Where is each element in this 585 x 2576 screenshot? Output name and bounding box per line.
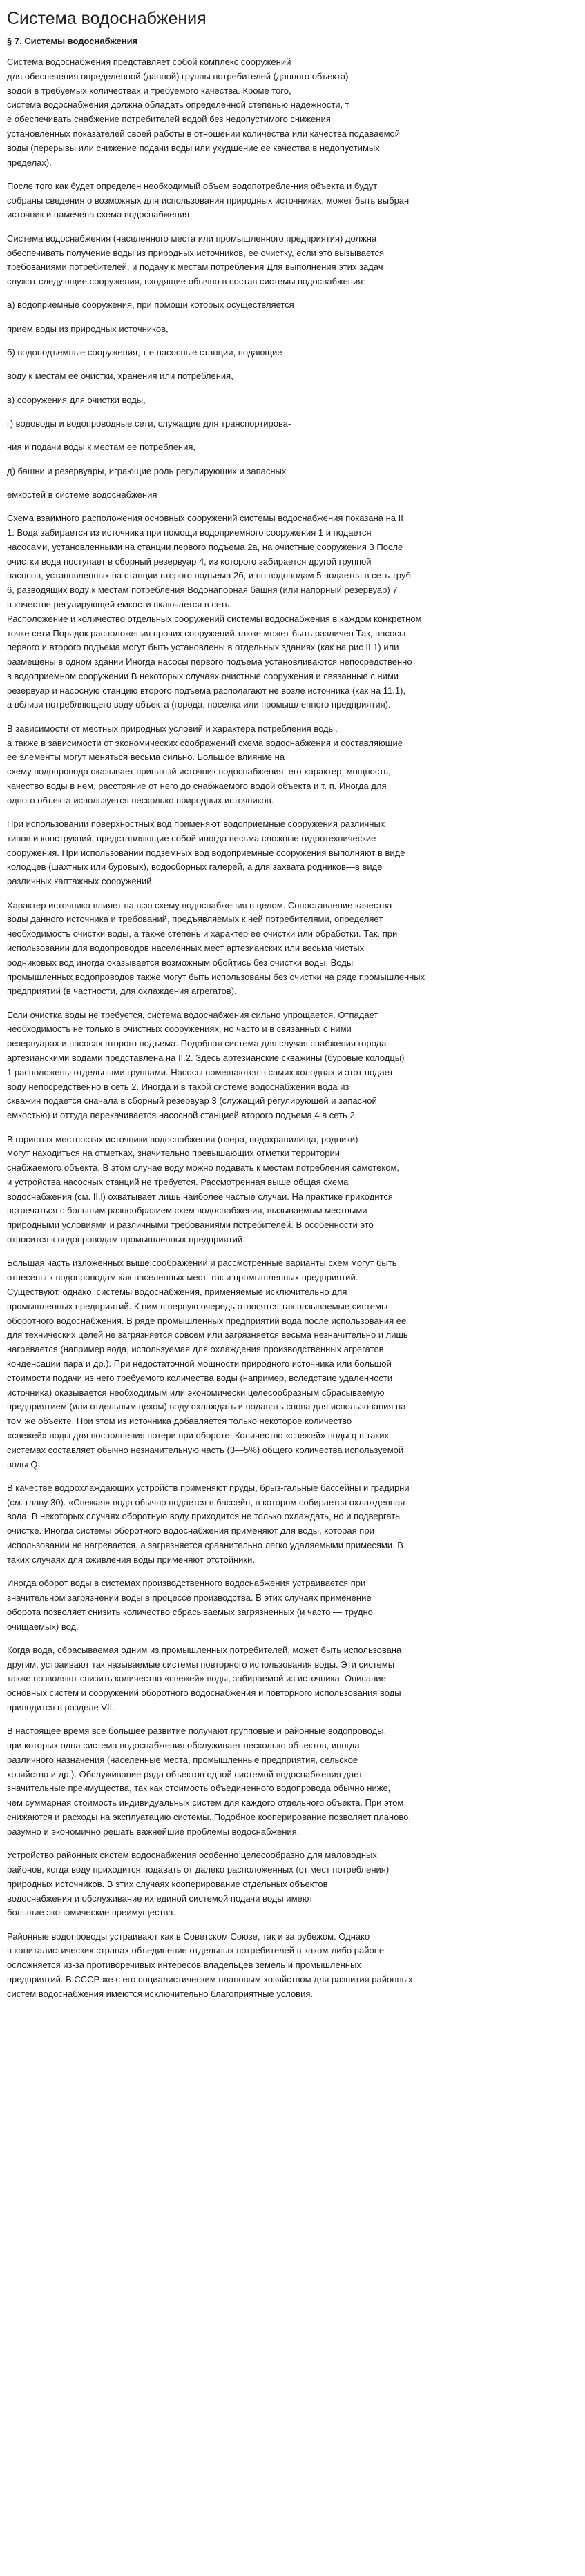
paragraph: Большая часть изложенных выше соображений и рассмотренные варианты схем могут быть отнесены к водопроводам как населенных мест, так и промышленных предприятий. Существуют, однако, системы водоснабжения, применяемые исключительно для промышленных предприятий. К ним в первую очередь относятся так называемые системы оборотного водоснабжения. В ряде промышленных предприятий вода после использования ее для технических целей не загрязняется совсем или загрязняется весьма незначительно и лишь нагревается (например вода, используемая для охлаждения производственных агрегатов, конденсации пара и др.). При недостаточной мощности природного источника или большой стоимости подачи из него требуемого количества воды (например, вследствие удаленности источника) оказывается необходимым или экономически целесообразным сбрасываемую предприятием (или отдельным цехом) воду охлаждать и подавать снова для использования на том же объекте. При этом из источника добавляется только некоторое количество «свежей» воды для восполнения потери при обороте. Количество «свежей» воды q в таких системах составляет обычно незначительную часть (3—5%) общего количества используемой воды Q. — [7, 1258, 408, 1470]
paragraph: В гористых местностях источники водоснабжения (озера, водохранилища, родники) могут находиться на отметках, значительно превышающих отметки территории снабжаемого объекта. В этом случае воду можно подавать к местам потребления самотеком, и устройства насосных станций не требуется. Рассмотренная выше общая схема водоснабжения (см. II.l) охватывает лишь наиболее частые случаи. На практике приходится встречаться с большим разнообразием схем водоснабжения, вызываемым местными природными условиями и различными требованиями потребителей. В особенности это относится к водопроводам промышленных предприятий. — [7, 1133, 399, 1245]
article-body — [7, 55, 575, 2002]
paragraph: В качестве водоохлаждающих устройств применяют пруды, брыз-гальные бассейны и градирни (см. главу 30). «Свежая» вода обычно подается в бассейн, в котором собирается охлажденная вода. В некоторых случаях оборотную воду приходится не только охлаждать, но и подвергать очистке. Иногда системы оборотного водоснабжения применяют для воды, которая при использовании не нагревается, а загрязняется сравнительно легко удаляемыми примесями. В таких случаях для оживления воды применяют отстойники. — [7, 1482, 410, 1565]
paragraph: После того как будет определен необходимый объем водопотребле-ния объекта и будут собраны сведения о возможных для использования природных источниках, может быть выбран источник и намечена схема водоснабжения — [7, 180, 410, 220]
paragraph: В зависимости от местных природных условий и характера потребления воды, а также в зависимости от экономических соображений схема водоснабжения и составляющие ее элементы могут меняться весьма сильно. Большое влияние на схему водопровода оказывает принятый источник водоснабжения: его характер, мощность, качество воды в нем, расстояние от него до снабжаемого водой объекта и т. п. Иногда для одного объекта используется несколько природных источников. — [7, 723, 403, 806]
paragraph: При использовании поверхностных вод применяют водоприемные сооружения различных типов и конструкций, представляющие собой иногда весьма сложные гидротехнические сооружения. При использовании подземных вод водоприемные сооружения выполняют в виде колодцев (шахтных или буровых), водосборных галерей, а для захвата родников—в виде различных каптажных сооружений. — [7, 819, 405, 887]
list-item: д) башни и резервуары, играющие роль регулирующих и запасных — [7, 465, 287, 476]
paragraph: Система водоснабжения представляет собой комплекс сооружений для обеспечения определенной (данной) группы потребителей (данного объекта) водой в требуемых количествах и требуемого качества. Кроме того, система водоснабжения должна обладать определенной степенью надежности, т е обеспечивать снабжение потребителей водой без недопустимого снижения установленных показателей своей работы в отношении количества или качества подаваемой воды (перерывы или снижение подачи воды или ухудшение ее качества в недопустимых пределах). — [7, 57, 401, 168]
paragraph: Если очистка воды не требуется, система водоснабжения сильно упрощается. Отпадает необходимость не только в очистных сооружениях, но часто и в связанных с ними резервуарах и насосах второго подъема. Подобная система для случая снабжения города артезианскими водами представлена на II.2. Здесь артезианские скважины (буровые колодцы) 1 расположены отдельными группами. Насосы помещаются в самих колодцах и этот подает воду непосредственно в сеть 2. Иногда и в такой системе водоснабжения вода из скважин подается сначала в сборный резервуар 3 (служащий регулирующей и запасной емкостью) и оттуда перекачивается насосной станцией второго подъема 4 в сеть 2. — [7, 1009, 405, 1121]
list-item: б) водоподъемные сооружения, т е насосные станции, подающие — [7, 347, 282, 358]
list-item: г) водоводы и водопроводные сети, служащие для транспортирова- — [7, 418, 291, 429]
paragraph: Когда вода, сбрасываемая одним из промышленных потребителей, может быть использована другим, устраивают так называемые системы повторного использования воды. Эти системы также позволяют снизить количество «свежей» воды, забираемой из источника. Описание основных систем и сооружений оборотного водоснабжения и повторного использования воды приводится в разделе VII. — [7, 1644, 402, 1713]
list-item-continuation: прием воды из природных источников, — [7, 323, 169, 334]
paragraph: Устройство районных систем водоснабжения особенно целесообразно для маловодных районов, когда воду приходится подавать от далеко расположенных (от мест потребления) природных источников. В этих случаях кооперирование отдельных объектов водоснабжения и обслуживание их единой системой подачи воды имеют большие экономические преимущества. — [7, 1850, 390, 1918]
list-item-continuation: воду к местам ее очистки, хранения или потребления, — [7, 371, 233, 382]
list-item-continuation: ния и подачи воды к местам ее потребления, — [7, 442, 196, 453]
paragraph: Система водоснабжения (населенного места или промышленного предприятия) должна обеспечивать получение воды из природных источников, ее очистку, если это вызывается требованиями потребителей, и подачу к местам потребления Для выполнения этих задач служат следующие сооружения, входящие обычно в состав системы водоснабжения: — [7, 233, 385, 287]
paragraph: Характер источника влияет на всю схему водоснабжения в целом. Сопоставление качества воды данного источника и требований, предъявляемых к ней потребителями, определяет необходимость очистки воды, а также степень и характер ее очистки или обработки. Так. при использовании для водопроводов населенных мест артезианских или весьма чистых родниковых вод иногда оказывается возможным обойтись без очистки воды. Воды промышленных водопроводов также могут быть использованы без очистки на ряде промышленных предприятий (в частности, для охлаждения агрегатов). — [7, 899, 425, 997]
section-heading: § 7. Системы водоснабжения — [7, 36, 138, 46]
list-item: а) водоприемные сооружения, при помощи которых осуществляется — [7, 300, 294, 311]
list-item: в) сооружения для очистки воды, — [7, 394, 146, 405]
paragraph: В настоящее время все большее развитие получают групповые и районные водопроводы, при которых одна система водоснабжения обслуживает несколько объектов, иногда различного назначения (населенные места, промышленные предприятия, сельское хозяйство и др.). Обслуживание ряда объектов одной системой водоснабжения дает значительные преимущества, так как стоимость объединенного водопровода обычно ниже, чем суммарная стоимость индивидуальных систем для каждого отдельного объекта. При этом снижаются и расходы на эксплуатацию системы. Подобное кооперирование позволяет планово, разумно и экономично решать важнейшие проблемы водоснабжения. — [7, 1726, 412, 1837]
page-title: Система водоснабжения — [7, 9, 207, 28]
paragraph: Районные водопроводы устраивают как в Советском Союзе, так и за рубежом. Однако в капиталистических странах объединение отдельных потребителей в каком-либо районе осложняется из-за противоречивых интересов владельцев земель и промышленных предприятий. В СССР же с его социалистическим плановым хозяйством для развития районных систем водоснабжения имеются исключительно благоприятные условия. — [7, 1931, 413, 1999]
list-item-continuation: емкостей в системе водоснабжения — [7, 489, 157, 500]
paragraph: Схема взаимного расположения основных сооружений системы водоснабжения показана на II 1. Вода забирается из источника при помощи водоприемного сооружения 1 и подается насосами, установленными на станции первого подъема 2а, на очистные сооружения 3 После очистки вода поступает в сборный резервуар 4, из которого забирается другой группой насосов, установленных на станции второго подъема 2б, и по водоводам 5 подается в сеть труб 6, разводящих воду к местам потребления Водонапорная башня (или напорный резервуар) 7 в качестве регулирующей емкости включается в сеть. Расположение и количество отдельных сооружений системы водоснабжения в каждом конкретном точке сети Порядок расположения прочих сооружений также может быть различен Так, насосы первого и второго подъема могут быть установлены в отдельных зданиях (как на рис II 1) или размещены в одном здании Иногда насосы первого подъема установливаются непосредственно в водоприемном сооружении В некоторых случаях очистные сооружения и связанные с ними резервуар и насосную станцию второго подъема располагают не возле источника (как на 11.1), а вблизи потребляющего воду объекта (города, поселка или промышленного предприятия). — [7, 513, 422, 710]
paragraph: Иногда оборот воды в системах производственного водоснабжения устраивается при значительном загрязнении воды в процессе производства. В этих случаях применение оборота позволяет снизить количество сбрасываемых загрязненных (и часто — трудно очищаемых) вод. — [7, 1578, 373, 1632]
